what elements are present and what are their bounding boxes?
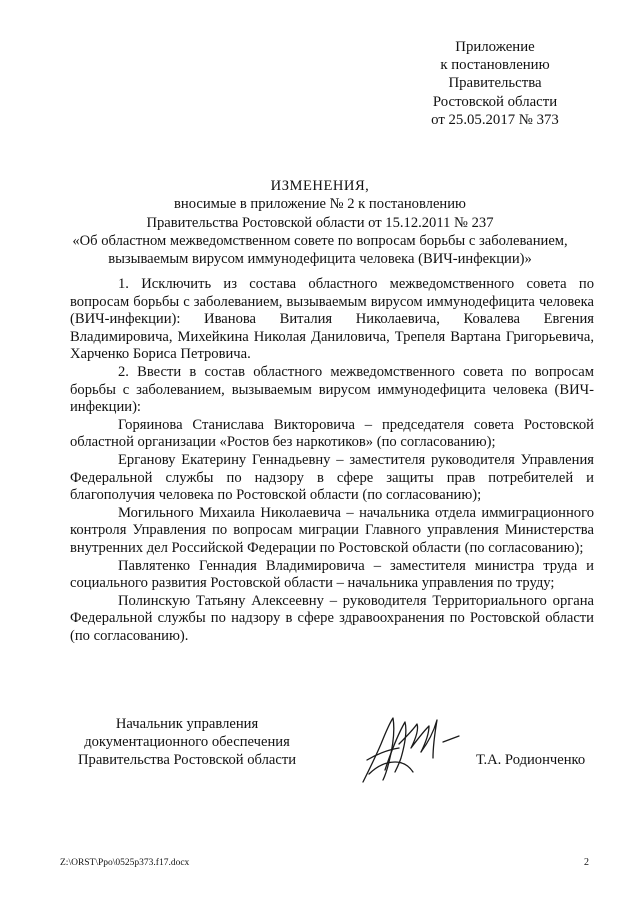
position-line: Правительства Ростовской области — [77, 751, 297, 768]
paragraph-exclude: 1. Исключить из состава областного межведомственного совета по вопросам борьбы с заболеванием, вызываемым вирусом иммунодефицита человека (ВИЧ-инфекции): Иванова Виталия Николаевича, Ковалева Евгения Владимировича, Михейкина Николая Даниловича, Трепеля Вартана Григорьевича, Харченко Бориса Петровича. — [70, 276, 594, 363]
signatory-name: Т.А. Родионченко — [476, 752, 586, 768]
handwritten-signature — [355, 700, 465, 790]
signatory-position — [72, 716, 302, 769]
document-title: ИЗМЕНЕНИЯ, — [270, 178, 370, 194]
heading-line: Правительства Ростовской области от 15.12.2011 № 237 — [146, 214, 494, 231]
appendix-line: Приложение — [455, 39, 535, 55]
member-entry: Горяинова Станислава Викторовича – председателя совета Ростовской областной организации «Ростов без наркотиков» (по согласованию); — [70, 416, 594, 451]
appendix-line: к постановлению — [440, 57, 550, 74]
page-number: 2 — [584, 857, 589, 868]
heading-line: вносимые в приложение № 2 к постановлению — [174, 196, 466, 213]
appendix-block — [400, 38, 590, 129]
member-entry: Ерганову Екатерину Геннадьевну – заместителя руководителя Управления Федеральной службы по надзору в сфере защиты прав потребителей и благополучия человека по Ростовской области (по согласованию); — [70, 451, 594, 504]
document-body — [70, 276, 594, 645]
appendix-line: от 25.05.2017 № 373 — [431, 111, 559, 128]
position-line: документационного обеспечения — [84, 733, 290, 750]
appendix-line: Ростовской области — [432, 93, 558, 110]
member-entry: Могильного Михаила Николаевича – начальника отдела иммиграционного контроля Управления по вопросам миграции Главного управления Министерства внутренних дел Российской Федерации по Ростовской области (по согласованию); — [70, 504, 594, 556]
document-heading — [70, 177, 570, 268]
position-line: Начальник управления — [115, 716, 259, 732]
member-entry: Павлятенко Геннадия Владимировича – заместителя министра труда и социального развития Ростовской области – начальника управления по труду; — [70, 557, 594, 592]
appendix-line: Правительства — [448, 75, 542, 92]
file-path: Z:\ORST\Ppo\0525p373.f17.docx — [60, 858, 190, 868]
heading-line: «Об областном межведомственном совете по вопросам борьбы с заболеванием, — [72, 232, 568, 249]
member-entry: Полинскую Татьяну Алексеевну – руководителя Территориального органа Федеральной службы по надзору в сфере здравоохранения по Ростовской области (по согласованию). — [70, 592, 594, 644]
heading-line: вызываемым вирусом иммунодефицита человека (ВИЧ-инфекции)» — [108, 251, 532, 268]
paragraph-include: 2. Ввести в состав областного межведомственного совета по вопросам борьбы с заболеванием, вызываемым вирусом иммунодефицита человека (ВИЧ-инфекции): — [70, 363, 594, 416]
